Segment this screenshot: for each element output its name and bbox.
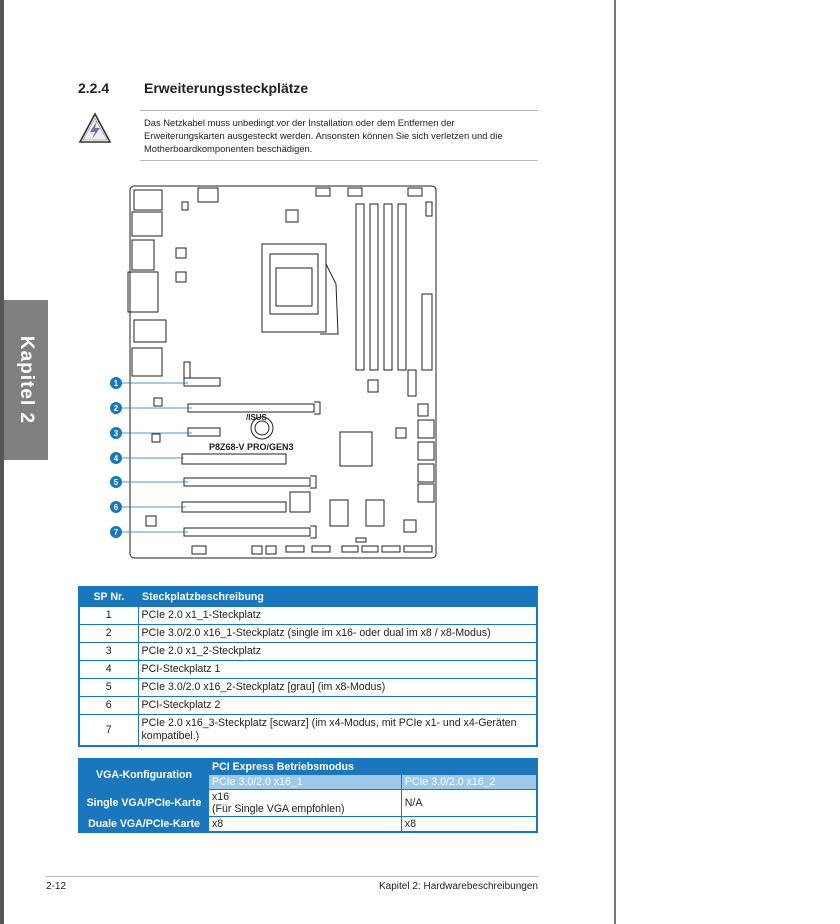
table-row [79,661,537,679]
slot-number: 4 [79,661,138,679]
table-row [79,625,537,643]
page-number: 2-12 [46,881,67,892]
slot-description: PCIe 3.0/2.0 x16_2-Steckplatz [grau] (im x8-Modus) [138,679,537,697]
callout-7-label: 7 [113,528,119,537]
callout-1-label: 1 [113,379,119,388]
chapter-side-tab [4,300,48,460]
vga-config-table [78,758,538,833]
vga-cell [209,790,402,817]
slot-number: 5 [79,679,138,697]
vga-config-corner: VGA-Konfiguration [79,759,209,790]
table-row [79,817,537,833]
callout-6-label: 6 [113,503,119,512]
warning-bottom-rule [140,160,538,161]
motherboard-diagram [106,184,442,564]
slot-description: PCIe 3.0/2.0 x16_1-Steckplatz (single im x16- oder dual im x8 / x8-Modus) [138,625,537,643]
header-description: Steckplatzbeschreibung [138,587,537,607]
slot-table [78,586,538,747]
page-border-left [0,0,4,924]
table-row [79,679,537,697]
slot-table-header [79,587,537,607]
table-row [79,697,537,715]
slot-number: 1 [79,607,138,625]
section-title: Erweiterungssteckplätze [144,80,309,96]
table-row [79,715,537,747]
slot-number: 3 [79,643,138,661]
slot-description: PCI-Steckplatz 2 [138,697,537,715]
callout-4-label: 4 [113,454,119,463]
asus-logo: /ISUS [246,413,267,422]
vga-col1-header: PCIe 3.0/2.0 x16_1 [209,775,402,790]
vga-group-header: PCI Express Betriebsmodus [209,759,538,775]
table-row [79,643,537,661]
callout-3-label: 3 [113,429,119,438]
footer-chapter: Kapitel 2: Hardwarebeschreibungen [379,881,538,892]
callout-5-label: 5 [113,478,119,487]
warning-triangle-icon [78,112,112,144]
vga-cell-value: x16 [212,791,230,803]
slot-description: PCIe 2.0 x1_2-Steckplatz [138,643,537,661]
warning-text: Das Netzkabel muss unbedingt vor der Installation oder dem Entfernen der Erweiterungskarten ausgesteckt werden. Ansonsten können Sie sich verletzen und die Motherboardkomponenten beschädigen. [144,117,503,154]
header-sp-nr: SP Nr. [79,587,138,607]
table-row [79,790,537,817]
table-row [79,607,537,625]
slot-number: 2 [79,625,138,643]
slot-description: PCIe 2.0 x16_3-Steckplatz [scwarz] (im x4-Modus, mit PCIe x1- und x4-Geräten kompatibel.) [138,715,537,747]
slot-number: 6 [79,697,138,715]
footer-rule [46,876,538,877]
vga-row-label: Single VGA/PCIe-Karte [79,790,209,817]
vga-row-label: Duale VGA/PCIe-Karte [79,817,209,833]
slot-description: PCI-Steckplatz 1 [138,661,537,679]
vga-col2-header: PCIe 3.0/2.0 x16_2 [401,775,537,790]
chapter-tab-label: Kapitel 2 [16,335,37,425]
section-number: 2.2.4 [78,80,110,96]
vga-cell: x8 [401,817,537,833]
slot-description: PCIe 2.0 x1_1-Steckplatz [138,607,537,625]
vga-cell-note: (Für Single VGA empfohlen) [212,803,345,815]
callout-2-label: 2 [113,404,119,413]
vga-cell: x8 [209,817,402,833]
slot-number: 7 [79,715,138,747]
page-border-right [614,0,616,924]
board-model-label: P8Z68-V PRO/GEN3 [209,442,294,452]
warning-top-rule [140,110,538,111]
vga-cell: N/A [401,790,537,817]
